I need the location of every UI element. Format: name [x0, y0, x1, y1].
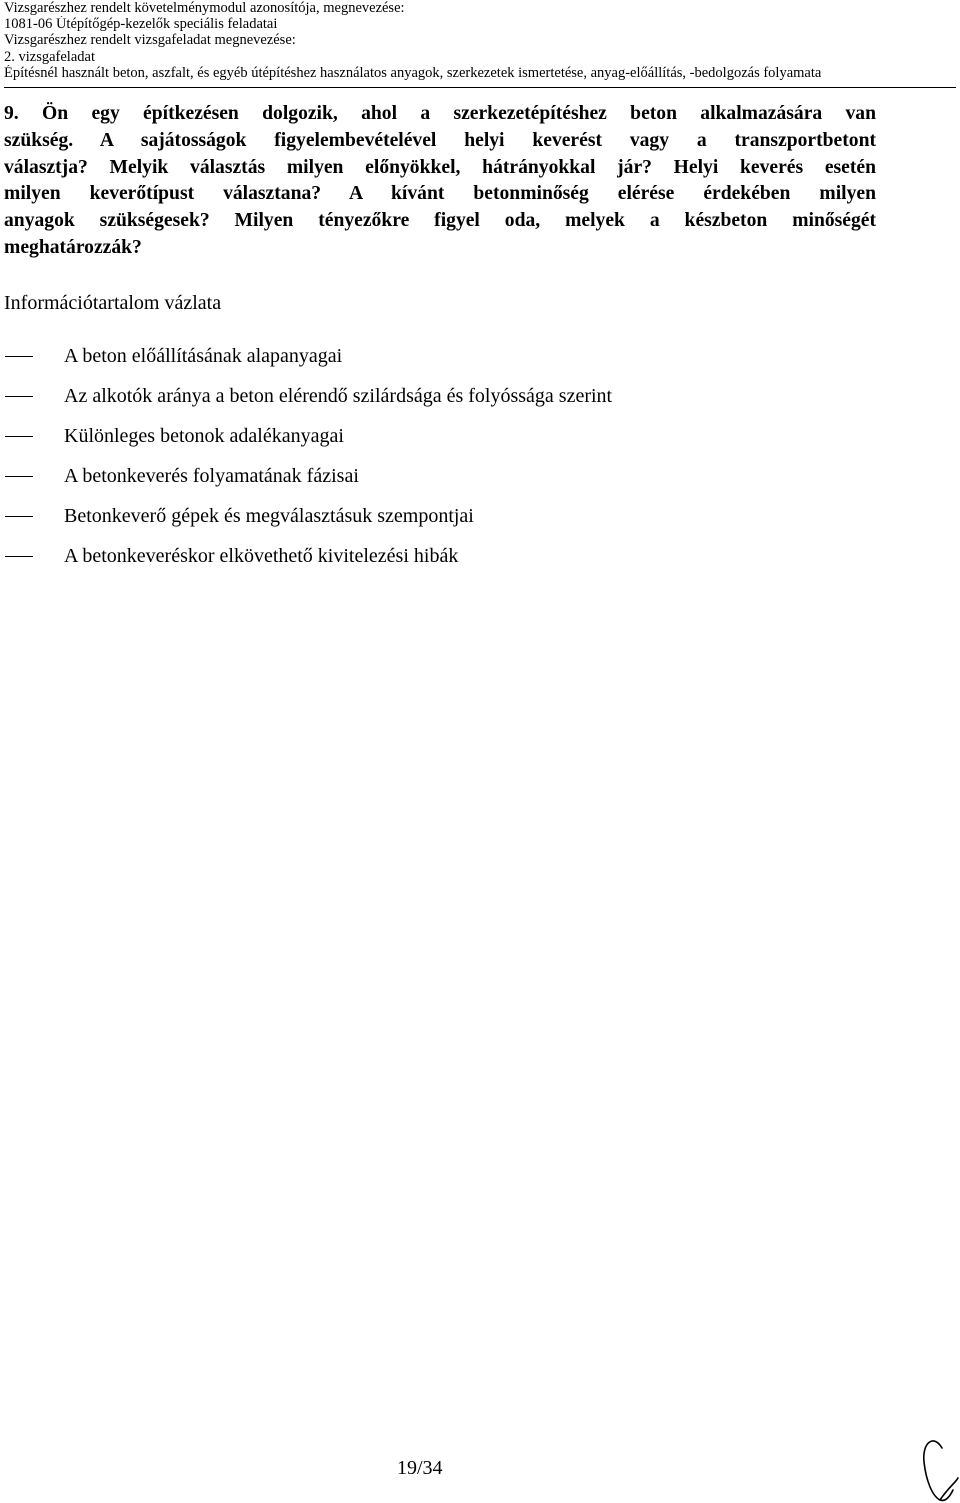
- question-line: választja? Melyik választás milyen előnyökkel, hátrányokkal jár? Helyi keverés esetén: [4, 156, 876, 178]
- header-module-label: Vizsgarészhez rendelt követelménymodul azonosítója, megnevezése:: [4, 0, 405, 16]
- dash-bullet-icon: [5, 516, 33, 517]
- outline-item: [0, 342, 960, 382]
- outline-item-text: A betonkeverés folyamatának fázisai: [64, 465, 359, 487]
- header-task-name: Építésnél használt beton, aszfalt, és egyéb útépítéshez használatos anyagok, szerkezetek ismertetése, anyag-előállítás, -bedolgozás folyamata: [4, 64, 822, 81]
- page-number: 19/34: [397, 1457, 443, 1479]
- outline-item: [0, 542, 960, 582]
- question-line: meghatározzák?: [4, 236, 142, 258]
- header-task-number: 2. vizsgafeladat: [4, 48, 95, 65]
- outline-item: [0, 502, 960, 542]
- info-outline-list: [0, 342, 960, 582]
- info-outline-title: Információtartalom vázlata: [4, 292, 222, 314]
- dash-bullet-icon: [5, 396, 33, 397]
- header-module-name: 1081-06 Útépítőgép-kezelők speciális feladatai: [4, 16, 278, 33]
- dash-bullet-icon: [5, 356, 33, 357]
- dash-bullet-icon: [5, 436, 33, 437]
- header-divider: [4, 87, 956, 88]
- question-line: milyen keverőtípust választana? A kívánt betonminőség elérése érdekében milyen: [4, 183, 876, 205]
- header-task-label: Vizsgarészhez rendelt vizsgafeladat megnevezése:: [4, 32, 296, 49]
- outline-item-text: Betonkeverő gépek és megválasztásuk szempontjai: [64, 505, 474, 527]
- question-text: [4, 101, 876, 262]
- question-line: 9. Ön egy építkezésen dolgozik, ahol a szerkezetépítéshez beton alkalmazására van: [4, 103, 876, 124]
- outline-item: [0, 382, 960, 422]
- outline-item-text: Különleges betonok adalékanyagai: [64, 425, 344, 447]
- outline-item-text: A beton előállításának alapanyagai: [64, 345, 343, 367]
- outline-item: [0, 422, 960, 462]
- question-line: anyagok szükségesek? Milyen tényezőkre figyel oda, melyek a készbeton minőségét: [4, 210, 876, 232]
- outline-item: [0, 462, 960, 502]
- question-line: szükség. A sajátosságok figyelembevételével helyi keverést vagy a transzportbetont: [4, 129, 876, 151]
- dash-bullet-icon: [5, 476, 33, 477]
- outline-item-text: A betonkeveréskor elkövethető kivitelezési hibák: [64, 545, 459, 567]
- outline-item-text: Az alkotók aránya a beton elérendő szilárdsága és folyóssága szerint: [64, 385, 613, 407]
- page-header: [4, 0, 956, 81]
- signature-mark: [920, 1428, 960, 1503]
- dash-bullet-icon: [5, 556, 33, 557]
